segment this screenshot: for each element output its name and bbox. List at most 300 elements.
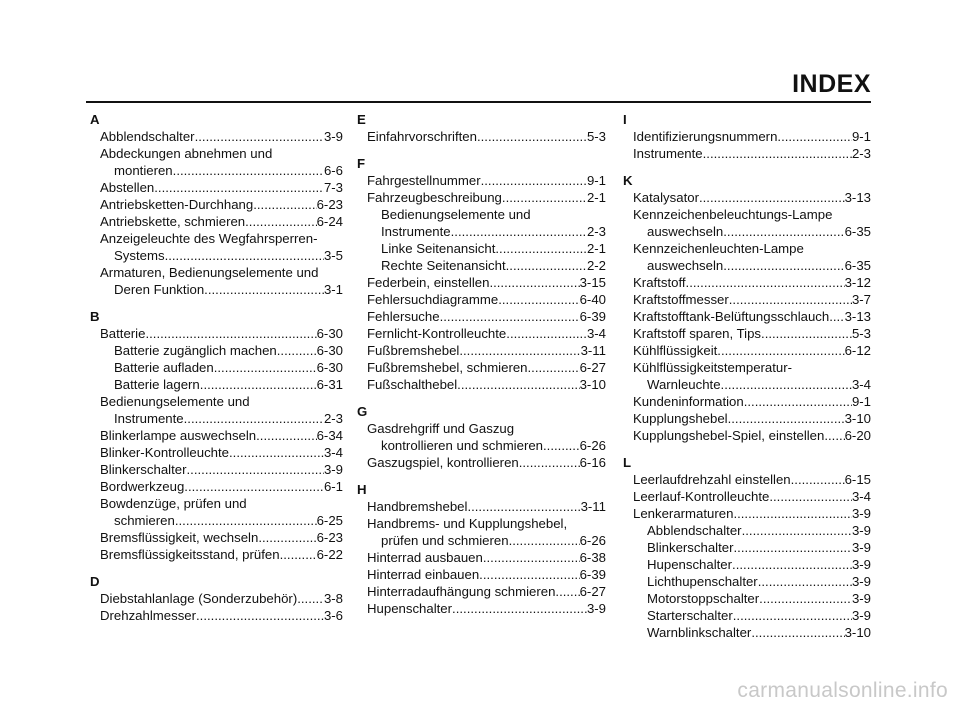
entry-text: auswechseln — [647, 224, 724, 239]
section-letter: H — [357, 482, 367, 497]
entry-text: Kraftstoff — [633, 275, 686, 290]
index-entry — [623, 206, 871, 223]
entry-page: 6-20 — [844, 428, 871, 443]
dot-leader — [204, 281, 324, 298]
dot-leader — [196, 607, 324, 624]
dot-leader — [173, 162, 324, 179]
entry-text: Abstellen — [100, 180, 155, 195]
entry-text: Abblendschalter — [647, 523, 742, 538]
entry-page: 2-3 — [586, 224, 606, 239]
index-entry — [90, 145, 343, 162]
entry-text: auswechseln — [647, 258, 724, 273]
entry-text: Kraftstoffmesser — [633, 292, 729, 307]
dot-leader — [733, 607, 852, 624]
index-entry — [90, 410, 343, 427]
dot-leader — [733, 505, 852, 522]
index-entry — [623, 539, 871, 556]
section-letter: D — [90, 574, 100, 589]
dot-leader — [729, 291, 852, 308]
entry-text: Motorstoppschalter — [647, 591, 760, 606]
index-entry — [623, 376, 871, 393]
entry-text: Fehlersuchdiagramme — [367, 292, 499, 307]
section-letter: A — [90, 112, 100, 127]
entry-page: 3-11 — [580, 499, 606, 514]
index-entry — [357, 376, 606, 393]
entry-page: 2-1 — [586, 241, 606, 256]
dot-leader — [297, 590, 324, 607]
entry-text: Kühlflüssigkeitstemperatur- — [633, 360, 793, 375]
entry-text: Armaturen, Bedienungselemente und — [100, 265, 319, 280]
dot-leader — [457, 376, 579, 393]
dot-leader — [758, 573, 852, 590]
index-entry — [90, 546, 343, 563]
entry-text: Instrumente — [381, 224, 451, 239]
index-entry — [90, 213, 343, 230]
index-entry — [623, 308, 871, 325]
entry-page: 6-23 — [316, 530, 343, 545]
index-entry — [357, 566, 606, 583]
dot-leader — [184, 478, 324, 495]
index-column-1 — [90, 111, 343, 624]
entry-text: Warnblinkschalter — [647, 625, 752, 640]
dot-leader — [555, 583, 579, 600]
entry-text: Handbremshebel — [367, 499, 468, 514]
entry-text: Antriebskette, schmieren — [100, 214, 246, 229]
dot-leader — [761, 325, 852, 342]
entry-text: Kennzeichenbeleuchtungs-Lampe — [633, 207, 833, 222]
entry-page: 6-23 — [316, 197, 343, 212]
entry-page: 6-30 — [316, 343, 343, 358]
dot-leader — [258, 529, 316, 546]
index-entry — [90, 607, 343, 624]
index-entry — [357, 240, 606, 257]
dot-leader — [543, 437, 580, 454]
section-letter: I — [623, 112, 627, 127]
dot-leader — [759, 590, 852, 607]
index-entry — [357, 359, 606, 376]
section-letter: B — [90, 309, 100, 324]
entry-text: Blinkerschalter — [647, 540, 734, 555]
entry-text: Bowdenzüge, prüfen und — [100, 496, 247, 511]
dot-leader — [777, 128, 852, 145]
dot-leader — [154, 179, 324, 196]
dot-leader — [723, 257, 844, 274]
entry-page: 6-30 — [316, 360, 343, 375]
index-entry — [90, 512, 343, 529]
entry-page: 6-39 — [579, 567, 606, 582]
dot-leader — [498, 291, 579, 308]
index-entry — [623, 488, 871, 505]
entry-page: 3-11 — [580, 343, 606, 358]
entry-page: 3-4 — [851, 489, 871, 504]
index-entry — [357, 308, 606, 325]
dot-leader — [495, 240, 587, 257]
dot-leader — [699, 189, 845, 206]
entry-text: Fahrzeugbeschreibung — [367, 190, 502, 205]
index-entry — [357, 583, 606, 600]
index-entry — [623, 274, 871, 291]
index-entry — [90, 444, 343, 461]
section-letter: E — [357, 112, 366, 127]
index-entry — [357, 600, 606, 617]
entry-page: 6-6 — [323, 163, 343, 178]
entry-text: Abblendschalter — [100, 129, 195, 144]
entry-text: Bedienungselemente und — [100, 394, 250, 409]
entry-text: Rechte Seitenansicht — [381, 258, 506, 273]
entry-page: 3-9 — [851, 557, 871, 572]
dot-leader — [214, 359, 317, 376]
index-entry — [357, 206, 606, 223]
index-entry — [623, 607, 871, 624]
entry-page: 9-1 — [586, 173, 606, 188]
dot-leader — [506, 325, 587, 342]
dot-leader — [502, 189, 587, 206]
entry-text: Kupplungshebel-Spiel, einstellen — [633, 428, 825, 443]
index-entry — [90, 427, 343, 444]
section-letter: F — [357, 156, 366, 171]
entry-text: Gaszugspiel, kontrollieren — [367, 455, 519, 470]
entry-page: 3-4 — [851, 377, 871, 392]
entry-text: Fußbremshebel — [367, 343, 460, 358]
entry-text: Lenkerarmaturen — [633, 506, 734, 521]
index-entry — [623, 189, 871, 206]
entry-page: 6-27 — [579, 584, 606, 599]
index-entry — [90, 393, 343, 410]
entry-text: Bremsflüssigkeit, wechseln — [100, 530, 259, 545]
dot-leader — [165, 247, 324, 264]
entry-text: Fußbremshebel, schmieren — [367, 360, 528, 375]
index-entry — [623, 471, 871, 488]
index-entry — [90, 376, 343, 393]
index-entry — [623, 342, 871, 359]
dot-leader — [479, 566, 579, 583]
entry-text: Gasdrehgriff und Gaszug — [367, 421, 515, 436]
entry-page: 6-12 — [844, 343, 871, 358]
entry-page: 3-9 — [851, 523, 871, 538]
index-entry — [623, 573, 871, 590]
entry-text: Hinterradaufhängung schmieren — [367, 584, 556, 599]
entry-page: 6-1 — [323, 479, 343, 494]
entry-page: 6-27 — [579, 360, 606, 375]
entry-page: 3-13 — [844, 309, 871, 324]
entry-page: 3-10 — [844, 411, 871, 426]
dot-leader — [440, 308, 580, 325]
dot-leader — [489, 274, 579, 291]
dot-leader — [277, 342, 317, 359]
index-entry — [623, 556, 871, 573]
entry-text: Drehzahlmesser — [100, 608, 197, 623]
entry-page: 3-10 — [844, 625, 871, 640]
entry-text: Hupenschalter — [367, 601, 453, 616]
dot-leader — [717, 342, 844, 359]
entry-text: Instrumente — [633, 146, 703, 161]
dot-leader — [145, 325, 316, 342]
entry-text: Diebstahlanlage (Sonderzubehör) — [100, 591, 298, 606]
dot-leader — [481, 172, 587, 189]
index-entry — [357, 325, 606, 342]
entry-text: Batterie aufladen — [114, 360, 214, 375]
entry-page: 9-1 — [851, 394, 871, 409]
dot-leader — [459, 342, 580, 359]
entry-text: montieren — [114, 163, 173, 178]
index-entry — [357, 532, 606, 549]
entry-text: Kennzeichenleuchten-Lampe — [633, 241, 804, 256]
entry-page: 3-9 — [851, 540, 871, 555]
dot-leader — [506, 257, 587, 274]
entry-text: Starterschalter — [647, 608, 733, 623]
entry-text: Kundeninformation — [633, 394, 744, 409]
entry-text: Katalysator — [633, 190, 699, 205]
index-entry — [357, 498, 606, 515]
index-entry — [90, 247, 343, 264]
index-entry — [623, 240, 871, 257]
dot-leader — [467, 498, 580, 515]
entry-page: 3-13 — [844, 190, 871, 205]
entry-text: Linke Seitenansicht — [381, 241, 496, 256]
index-entry — [357, 274, 606, 291]
entry-text: Bordwerkzeug — [100, 479, 185, 494]
entry-page: 6-35 — [844, 224, 871, 239]
index-entry — [90, 342, 343, 359]
dot-leader — [256, 427, 316, 444]
dot-leader — [791, 471, 845, 488]
index-entry — [357, 257, 606, 274]
entry-page: 6-39 — [579, 309, 606, 324]
entry-page: 3-4 — [323, 445, 343, 460]
entry-page: 6-40 — [579, 292, 606, 307]
entry-text: Kupplungshebel — [633, 411, 728, 426]
entry-text: Deren Funktion — [114, 282, 205, 297]
entry-text: Leerlauf-Kontrolleuchte — [633, 489, 770, 504]
entry-text: Fußschalthebel — [367, 377, 458, 392]
index-entry — [623, 410, 871, 427]
index-entry — [623, 590, 871, 607]
dot-leader — [723, 223, 844, 240]
entry-text: Fehlersuche — [367, 309, 440, 324]
entry-text: Bremsflüssigkeitsstand, prüfen — [100, 547, 280, 562]
dot-leader — [483, 549, 580, 566]
dot-leader — [195, 128, 324, 145]
index-entry — [623, 128, 871, 145]
entry-text: Blinkerschalter — [100, 462, 187, 477]
entry-text: Fahrgestellnummer — [367, 173, 481, 188]
entry-page: 6-35 — [844, 258, 871, 273]
dot-leader — [742, 522, 852, 539]
entry-page: 3-6 — [323, 608, 343, 623]
index-entry — [623, 624, 871, 641]
entry-text: Lichthupenschalter — [647, 574, 758, 589]
index-entry — [90, 461, 343, 478]
dot-leader — [280, 546, 317, 563]
entry-page: 3-4 — [586, 326, 606, 341]
entry-page: 6-24 — [316, 214, 343, 229]
index-entry — [90, 590, 343, 607]
dot-leader — [519, 454, 580, 471]
index-entry — [90, 495, 343, 512]
dot-leader — [528, 359, 580, 376]
index-entry — [90, 359, 343, 376]
dot-leader — [744, 393, 852, 410]
index-column-3 — [623, 111, 871, 641]
index-entry — [623, 145, 871, 162]
entry-page: 3-9 — [851, 574, 871, 589]
entry-text: Blinkerlampe auswechseln — [100, 428, 257, 443]
index-entry — [623, 257, 871, 274]
entry-page: 3-9 — [323, 462, 343, 477]
dot-leader — [187, 461, 324, 478]
index-entry — [90, 162, 343, 179]
index-entry — [623, 393, 871, 410]
entry-page: 3-9 — [851, 506, 871, 521]
dot-leader — [451, 223, 587, 240]
entry-page: 6-26 — [579, 533, 606, 548]
entry-text: Kühlflüssigkeit — [633, 343, 718, 358]
entry-text: Kraftstofftank-Belüftungsschlauch — [633, 309, 830, 324]
index-entry — [357, 437, 606, 454]
entry-page: 6-15 — [844, 472, 871, 487]
dot-leader — [728, 410, 845, 427]
index-entry — [623, 223, 871, 240]
dot-leader — [452, 600, 587, 617]
index-entry — [90, 196, 343, 213]
entry-text: Hinterrad ausbauen — [367, 550, 483, 565]
index-entry — [623, 325, 871, 342]
entry-page: 6-30 — [316, 326, 343, 341]
entry-page: 2-3 — [323, 411, 343, 426]
entry-page: 6-25 — [316, 513, 343, 528]
index-entry — [357, 342, 606, 359]
index-entry — [357, 189, 606, 206]
entry-page: 3-9 — [586, 601, 606, 616]
entry-page: 6-34 — [316, 428, 343, 443]
dot-leader — [721, 376, 852, 393]
index-entry — [90, 230, 343, 247]
entry-text: Antriebsketten-Durchhang — [100, 197, 254, 212]
page-title: INDEX — [792, 70, 871, 98]
entry-page: 3-1 — [323, 282, 343, 297]
index-entry — [90, 128, 343, 145]
entry-page: 3-8 — [323, 591, 343, 606]
dot-leader — [477, 128, 587, 145]
watermark: carmanualsonline.info — [737, 679, 948, 702]
entry-text: Hinterrad einbauen — [367, 567, 480, 582]
title-rule — [86, 101, 871, 103]
index-entry — [357, 420, 606, 437]
entry-text: Batterie lagern — [114, 377, 200, 392]
dot-leader — [829, 308, 844, 325]
dot-leader — [175, 512, 317, 529]
entry-page: 7-3 — [323, 180, 343, 195]
entry-text: Kraftstoff sparen, Tips — [633, 326, 762, 341]
dot-leader — [245, 213, 316, 230]
entry-page: 3-9 — [851, 591, 871, 606]
index-entry — [357, 291, 606, 308]
dot-leader — [703, 145, 852, 162]
index-entry — [357, 549, 606, 566]
entry-text: Systems — [114, 248, 165, 263]
entry-text: Batterie zugänglich machen — [114, 343, 277, 358]
index-entry — [90, 179, 343, 196]
index-entry — [357, 454, 606, 471]
entry-page: 9-1 — [851, 129, 871, 144]
index-entry — [357, 223, 606, 240]
entry-text: Bedienungselemente und — [381, 207, 531, 222]
dot-leader — [824, 427, 844, 444]
entry-text: schmieren — [114, 513, 175, 528]
index-entry — [90, 281, 343, 298]
dot-leader — [229, 444, 324, 461]
entry-text: Fernlicht-Kontrolleuchte — [367, 326, 507, 341]
entry-text: Einfahrvorschriften — [367, 129, 477, 144]
dot-leader — [734, 539, 852, 556]
index-entry — [623, 505, 871, 522]
section-letter: K — [623, 173, 633, 188]
entry-page: 6-38 — [579, 550, 606, 565]
entry-page: 3-7 — [851, 292, 871, 307]
dot-leader — [686, 274, 845, 291]
entry-text: Instrumente — [114, 411, 184, 426]
index-entry — [90, 325, 343, 342]
entry-page: 6-26 — [579, 438, 606, 453]
index-entry — [90, 264, 343, 281]
entry-page: 3-15 — [579, 275, 606, 290]
entry-text: Handbrems- und Kupplungshebel, — [367, 516, 568, 531]
index-entry — [90, 529, 343, 546]
entry-page: 3-10 — [579, 377, 606, 392]
entry-page: 3-12 — [844, 275, 871, 290]
dot-leader — [751, 624, 844, 641]
entry-page: 6-22 — [316, 547, 343, 562]
entry-text: Leerlaufdrehzahl einstellen — [633, 472, 791, 487]
index-entry — [357, 128, 606, 145]
section-letter: L — [623, 455, 632, 470]
entry-page: 2-2 — [586, 258, 606, 273]
entry-text: prüfen und schmieren — [381, 533, 509, 548]
entry-page: 2-3 — [851, 146, 871, 161]
index-entry — [623, 522, 871, 539]
index-entry — [623, 359, 871, 376]
entry-text: Batterie — [100, 326, 146, 341]
entry-page: 2-1 — [586, 190, 606, 205]
entry-text: Identifizierungsnummern — [633, 129, 778, 144]
entry-text: kontrollieren und schmieren — [381, 438, 543, 453]
index-entry — [90, 478, 343, 495]
entry-page: 3-5 — [323, 248, 343, 263]
index-entry — [357, 515, 606, 532]
entry-page: 5-3 — [851, 326, 871, 341]
index-entry — [623, 427, 871, 444]
entry-page: 6-16 — [579, 455, 606, 470]
entry-text: Warnleuchte — [647, 377, 721, 392]
entry-page: 3-9 — [851, 608, 871, 623]
entry-text: Federbein, einstellen — [367, 275, 490, 290]
index-entry — [357, 172, 606, 189]
entry-page: 6-31 — [316, 377, 343, 392]
dot-leader — [184, 410, 324, 427]
entry-text: Anzeigeleuchte des Wegfahrsperren- — [100, 231, 318, 246]
dot-leader — [200, 376, 317, 393]
entry-text: Blinker-Kontrolleuchte — [100, 445, 230, 460]
entry-page: 5-3 — [586, 129, 606, 144]
index-column-2 — [357, 111, 606, 617]
entry-text: Abdeckungen abnehmen und — [100, 146, 273, 161]
entry-page: 3-9 — [323, 129, 343, 144]
dot-leader — [253, 196, 316, 213]
index-entry — [623, 291, 871, 308]
dot-leader — [509, 532, 580, 549]
dot-leader — [769, 488, 852, 505]
dot-leader — [732, 556, 852, 573]
